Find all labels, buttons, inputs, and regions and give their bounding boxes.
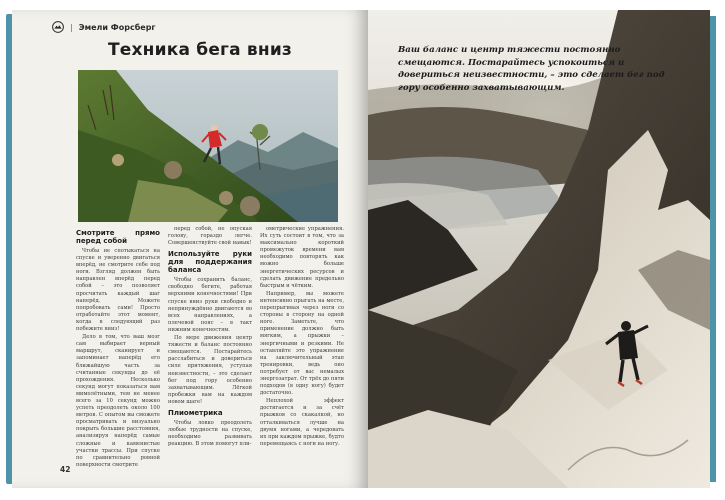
page-title: Техника бега вниз (107, 40, 293, 60)
paragraph: Например, вы можете интенсивно прыгать на месте, перепрыгивая через ноги со стороны в сторону на одной ноге. Заметьте, что применение должно быть мягким, а прыжки – энергичными и резкими. Не оставляйте это упражнение на заключительный этап тренировки, ведь оно потребует от вас немалых энергозатрат. От трёх до пяти подходов (в одну ногу) будет достаточно. (260, 290, 344, 397)
section-heading-arms-balance: Используйте руки для поддержания баланса (168, 250, 252, 275)
hillside-runner-photo (78, 70, 338, 222)
paragraph: Чтобы не спотыкаться на спуске и уверенно двигаться вперёд, не смотрите себе под ноги. Взгляд должен быть направлен вперёд перед собой – это позволяет просчитать каждый шаг наперёд. Можете попробовать сами! Просто отработайте этот момент, когда в следующий раз побежите вниз! (76, 248, 160, 333)
paragraph: ометрические упражнения. Их суть состоит в том, что за максимально короткий промежуток времени вам необходимо повторять как можно больше энергетических ресурсов и сделать движение предельно быстрым и чётким. (260, 226, 344, 289)
paragraph: Неплохой эффект достигается и за счёт прыжков со скакалкой, но отталкиваться лучше на двумя ногами, а чередовать их при каждом прыжке, будто перемещаясь с ноги на ногу. (260, 398, 344, 447)
paragraph: Чтобы сохранить баланс, свободно бегите, работая верхними конечностями! При спуске вниз руки свободно и непринуждённо двигаются во всех направлениях, а плечевой пояс – в такт нижним конечностям. (168, 277, 252, 333)
section-heading-plyometrics: Плиометрика (168, 408, 223, 417)
mountain-logo-icon (52, 21, 64, 33)
text-column-3 (260, 226, 344, 446)
paragraph: перед собой, не опуская голову, гораздо легче. Совершенствуйте свой навык! (168, 226, 252, 247)
article-text (76, 226, 346, 468)
page-number: 42 (60, 465, 71, 474)
text-column-2 (168, 226, 252, 446)
page-header (52, 20, 156, 34)
header-separator: | (70, 22, 73, 32)
paragraph: Чтобы ловко преодолеть любые трудности на спуске, необходимо развивать реакцию. В этом помогут пли- (168, 419, 252, 448)
author-name: Эмели Форсберг (78, 22, 156, 32)
pull-quote: Ваш баланс и центр тяжести постоянно смещаются. Постарайтесь успокоиться и довериться неизвестности, – это сделает бег под гору особенно захватывающим. (398, 45, 665, 93)
paragraph: Дело в том, что ваш мозг сам выбирает верный маршрут, сканирует и запоминает наперёд его ближайшую часть за считанные секунды до её прохождения. Несколько секунд могут показаться вам мимолётными, тем не менее всего за 10 секунд можно успеть преодолеть около 100 метров. С опытом вы сможете просматривать и визуально покрыть большие расстояния, анализируя наперёд самые сложные и каменистые участки трассы. При спуске по сравнительно ровной поверхности смотрите (76, 334, 160, 468)
paragraph: По мере движения центр тяжести и баланс постоянно смещаются. Постарайтесь расслабиться и довериться силе притяжения, уступая неизвестности, – это сделает бег под гору особенно захватывающим. Лёгкой пробежки вам на каждом новом шаге! (168, 335, 252, 405)
section-heading-look-ahead: Смотрите прямо перед собой (76, 229, 160, 245)
text-column-1 (76, 226, 160, 468)
